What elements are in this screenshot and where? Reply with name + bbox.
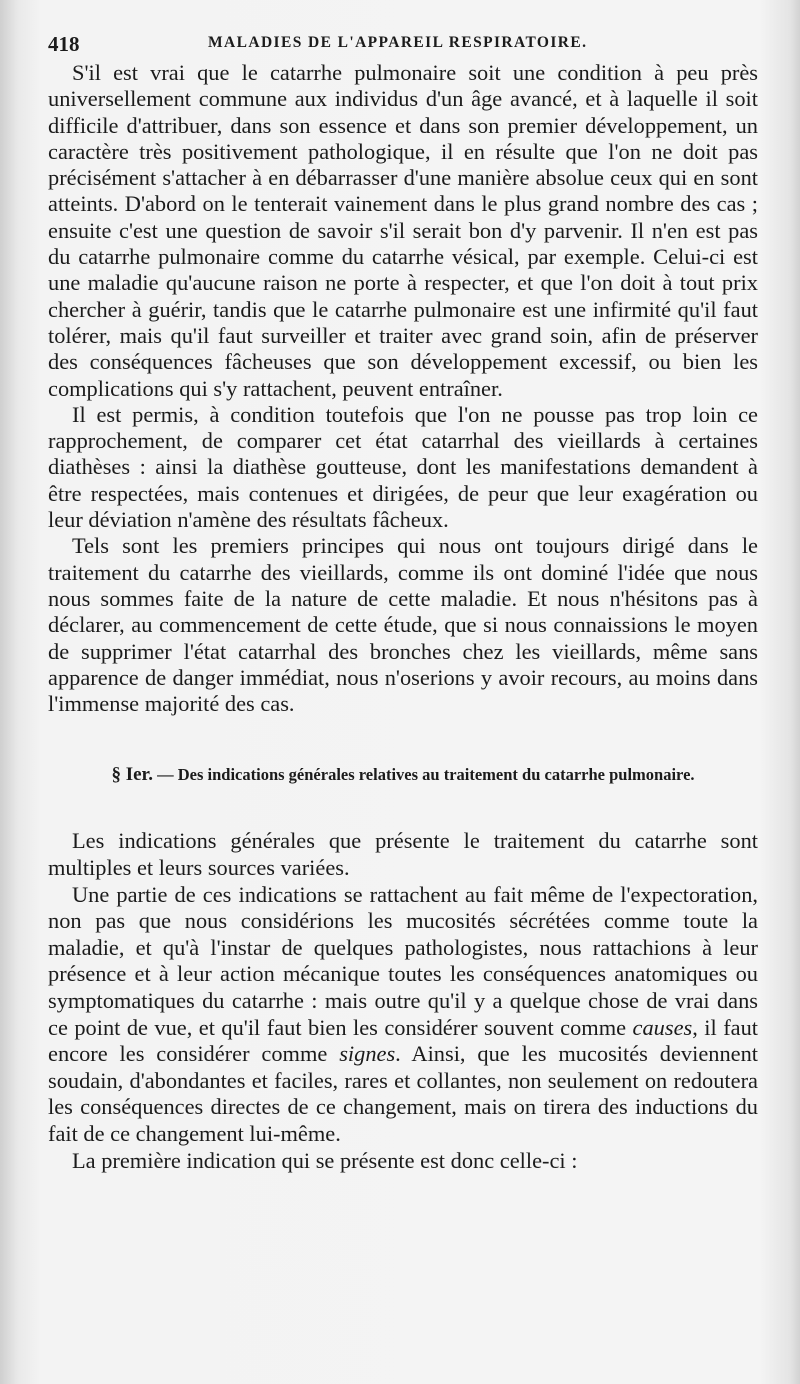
paragraph-last: La première indication qui se présente est donc celle-ci : bbox=[72, 1147, 578, 1173]
running-head bbox=[48, 32, 758, 60]
section-title: Des indications générales relatives au traitement du catarrhe pulmonaire. bbox=[177, 765, 695, 785]
section-body bbox=[48, 828, 758, 1174]
italic-term: signes bbox=[339, 1041, 396, 1067]
section-dash: — bbox=[152, 765, 178, 785]
italic-term: causes bbox=[632, 1014, 693, 1040]
text-run: , il faut encore les considérer comme bbox=[48, 1014, 759, 1067]
section-heading bbox=[48, 764, 758, 785]
paragraph: Il est permis, à condition toutefois que l'on ne pousse pas trop loin ce rapprochement, de comparer cet état catarrhal des vieillards à certaines diathèses : ainsi la diathèse goutteuse, dont les manifestations demandent à être respectées, mais contenues et dirigées, de peur que leur exagération ou leur déviation n'amène des résultats fâcheux. bbox=[48, 401, 758, 533]
body-text bbox=[48, 60, 758, 717]
text-run: . Ainsi, que les mucosités deviennent soudain, d'abondantes et faciles, rares et collantes, non seulement on redoutera les conséquences directes de ce changement, mais on tirera des inductions du fait de ce changement lui-même. bbox=[48, 1041, 759, 1146]
paragraph: Tels sont les premiers principes qui nous ont toujours dirigé dans le traitement du catarrhe des vieillards, comme ils ont dominé l'idée que nous nous sommes faite de la nature de cette maladie. Et nous n'hésitons pas à déclarer, au commencement de cette étude, que si nous connaissions le moyen de supprimer l'état catarrhal des bronches chez les vieillards, même sans apparence de danger immédiat, nous n'oserions y avoir recours, au moins dans l'immense majorité des cas. bbox=[48, 533, 758, 717]
page-number: 418 bbox=[48, 32, 80, 56]
text-run: Une partie de ces indications se rattachent au fait même de l'expectoration, non pas que nous considérions les mucosités sécrétées comme toute la maladie, et qu'à l'instar de quelques pathologistes, nous rattachions à leur présence et à leur action mécanique toutes les conséquences anatomiques ou symptomatiques du catarrhe : mais outre qu'il y a quelque chose de vrai dans ce point de vue, et qu'il faut bien les considérer souvent comme bbox=[48, 881, 758, 1040]
paragraph: Les indications générales que présente le traitement du catarrhe sont multiples et leurs sources variées. bbox=[48, 828, 758, 881]
running-title: MALADIES DE L'APPAREIL RESPIRATOIRE. bbox=[208, 34, 588, 51]
section-mark: § Ier. bbox=[111, 764, 153, 786]
paragraph-expectoration bbox=[48, 882, 758, 1148]
paragraph: S'il est vrai que le catarrhe pulmonaire soit une condition à peu près universellement commune aux individus d'un âge avancé, et à laquelle il soit difficile d'attribuer, dans son essence et dans son premier développement, un caractère très positivement pathologique, il en résulte que l'on ne doit pas précisément s'attacher à en débarrasser d'une manière absolue ceux qui en sont atteints. D'abord on le tenterait vainement dans le plus grand nombre des cas ; ensuite c'est une question de savoir s'il serait bon d'y parvenir. Il n'en est pas du catarrhe pulmonaire comme du catarrhe vésical, par exemple. Celui-ci est une maladie qu'aucune raison ne porte à respecter, et que l'on doit à tout prix chercher à guérir, tandis que le catarrhe pulmonaire est une infirmité qu'il faut tolérer, mais qu'il faut surveiller et traiter avec grand soin, afin de préserver des conséquences fâcheuses que son développement excessif, ou bien les complications qui s'y rattachent, peuvent entraîner. bbox=[48, 60, 758, 401]
